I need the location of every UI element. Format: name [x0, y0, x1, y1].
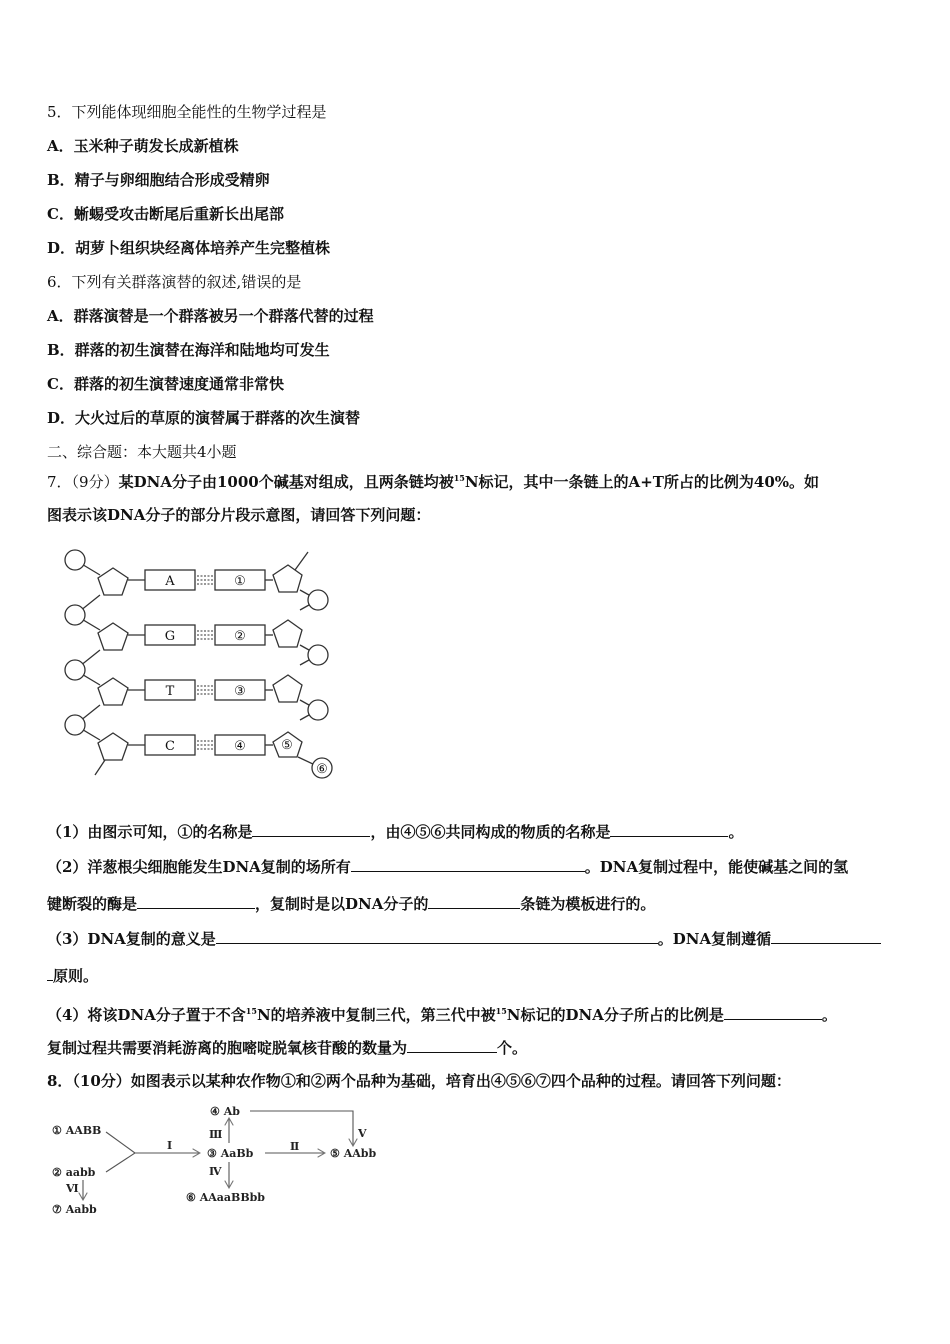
sup-15: 15: [245, 1006, 257, 1016]
q6-option-c: C．群落的初生演替速度通常非常快: [47, 375, 284, 393]
base-number-label: ④: [234, 739, 246, 754]
phosphate-circle: [65, 605, 85, 625]
q6-option-b: B．群落的初生演替在海洋和陆地均可发生: [47, 341, 330, 359]
q7-stem-a: 某DNA分子由1000个碱基对组成，且两条链均被: [118, 473, 454, 491]
answer-blank[interactable]: [428, 894, 520, 909]
answer-blank[interactable]: [407, 1038, 497, 1053]
text: 复制过程共需要消耗游离的胞嘧啶脱氧核苷酸的数量为: [47, 1039, 408, 1057]
phosphate-circle: [65, 715, 85, 735]
text: （3）DNA复制的意义是: [47, 930, 216, 948]
q6-stem: 6．下列有关群落演替的叙述,错误的是: [47, 273, 302, 291]
q7-part3-line1: [47, 929, 881, 949]
q8-stem: 8．（10分）如图表示以某种农作物①和②两个品种为基础，培育出④⑤⑥⑦四个品种的过程。请回答下列问题：: [47, 1072, 791, 1090]
phosphate-circle: [308, 645, 328, 665]
text: N的培养液中复制三代，第三代中被: [256, 1006, 496, 1024]
base-number-label: ①: [234, 574, 246, 589]
label-5: ⑤: [281, 738, 293, 753]
sup-15: 15: [495, 1006, 507, 1016]
base-label: G: [164, 629, 176, 644]
deoxyribose-pentagon: [273, 675, 302, 702]
q5-option-b: B．精子与卵细胞结合形成受精卵: [47, 171, 270, 189]
text: 键断裂的酶是: [47, 895, 138, 913]
text: 个。: [497, 1039, 528, 1057]
q7-part4-line1: [47, 1001, 837, 1025]
answer-blank[interactable]: [137, 894, 255, 909]
text: 。: [821, 1006, 837, 1024]
text: N标记的DNA分子所占的比例是: [506, 1006, 724, 1024]
node-5: ⑤ AAbb: [330, 1147, 377, 1160]
step-II: Ⅱ: [290, 1140, 300, 1153]
deoxyribose-pentagon: [98, 733, 128, 760]
q7-stem-line2: 图表示该DNA分子的部分片段示意图，请回答下列问题：: [47, 506, 431, 524]
node-1: ① AABB: [52, 1124, 102, 1137]
node-6: ⑥ AAaaBBbb: [186, 1191, 265, 1204]
section-heading: 二、综合题：本大题共4小题: [47, 443, 237, 461]
q5-option-d: D．胡萝卜组织块经离体培养产生完整植株: [47, 239, 331, 257]
text: 。DNA复制过程中，能使碱基之间的氢: [584, 858, 849, 876]
label-6: ⑥: [316, 762, 328, 777]
text: 。: [728, 823, 744, 841]
sup-15: 15: [453, 473, 465, 483]
step-I: Ⅰ: [167, 1139, 173, 1152]
q7-part2-line2: [47, 894, 655, 914]
q7-part1: [47, 822, 743, 842]
node-3: ③ AaBb: [207, 1147, 254, 1160]
text: （4）将该DNA分子置于不含: [47, 1006, 246, 1024]
answer-blank[interactable]: [771, 929, 881, 944]
node-4: ④ Ab: [210, 1105, 240, 1118]
q7-number: 7．（9分）: [47, 473, 119, 491]
node-7: ⑦ Aabb: [52, 1203, 97, 1216]
step-V: Ⅴ: [358, 1127, 367, 1140]
q6-option-a: A．群落演替是一个群落被另一个群落代替的过程: [47, 307, 374, 325]
phosphate-circle: [308, 700, 328, 720]
answer-blank[interactable]: [351, 857, 585, 872]
q7-stem-b: N标记，其中一条链上的A+T所占的比例为40%。如: [464, 473, 820, 491]
q7-part2-line1: [47, 857, 848, 877]
q6-option-d: D．大火过后的草原的演替属于群落的次生演替: [47, 409, 361, 427]
deoxyribose-pentagon: [98, 678, 128, 705]
text: （2）洋葱根尖细胞能发生DNA复制的场所有: [47, 858, 351, 876]
text: ，由④⑤⑥共同构成的物质的名称是: [370, 823, 611, 841]
node-2: ② aabb: [52, 1166, 96, 1179]
base-number-label: ③: [234, 684, 246, 699]
q5-option-a: A．玉米种子萌发长成新植株: [47, 137, 239, 155]
dna-diagram: [55, 540, 355, 790]
deoxyribose-pentagon: [273, 565, 302, 592]
q7-part4-line2: [47, 1038, 527, 1058]
base-label: T: [165, 684, 175, 699]
step-III: Ⅲ: [209, 1128, 223, 1141]
q7-stem-line1: [47, 468, 819, 492]
q5-option-c: C．蜥蜴受攻击断尾后重新长出尾部: [47, 205, 284, 223]
answer-blank[interactable]: [724, 1005, 822, 1020]
step-VI: Ⅵ: [66, 1182, 79, 1195]
text: （1）由图示可知，①的名称是: [47, 823, 253, 841]
text: 条链为模板进行的。: [520, 895, 656, 913]
answer-blank[interactable]: [252, 822, 370, 837]
phosphate-circle: [308, 590, 328, 610]
q5-stem: 5．下列能体现细胞全能性的生物学过程是: [47, 103, 327, 121]
text: ，复制时是以DNA分子的: [255, 895, 429, 913]
deoxyribose-pentagon: [98, 568, 128, 595]
base-label: A: [165, 574, 175, 589]
breeding-diagram: [45, 1100, 395, 1220]
answer-blank[interactable]: [216, 929, 658, 944]
step-IV: Ⅳ: [209, 1165, 222, 1178]
deoxyribose-pentagon: [98, 623, 128, 650]
base-number-label: ②: [234, 629, 246, 644]
answer-blank[interactable]: [610, 822, 728, 837]
deoxyribose-pentagon: [273, 620, 302, 647]
q7-part3-line2: [47, 966, 98, 986]
phosphate-circle: [65, 660, 85, 680]
text: 。DNA复制遵循: [657, 930, 772, 948]
phosphate-circle: [65, 550, 85, 570]
base-label: C: [165, 739, 175, 754]
text: 原则。: [53, 967, 99, 985]
